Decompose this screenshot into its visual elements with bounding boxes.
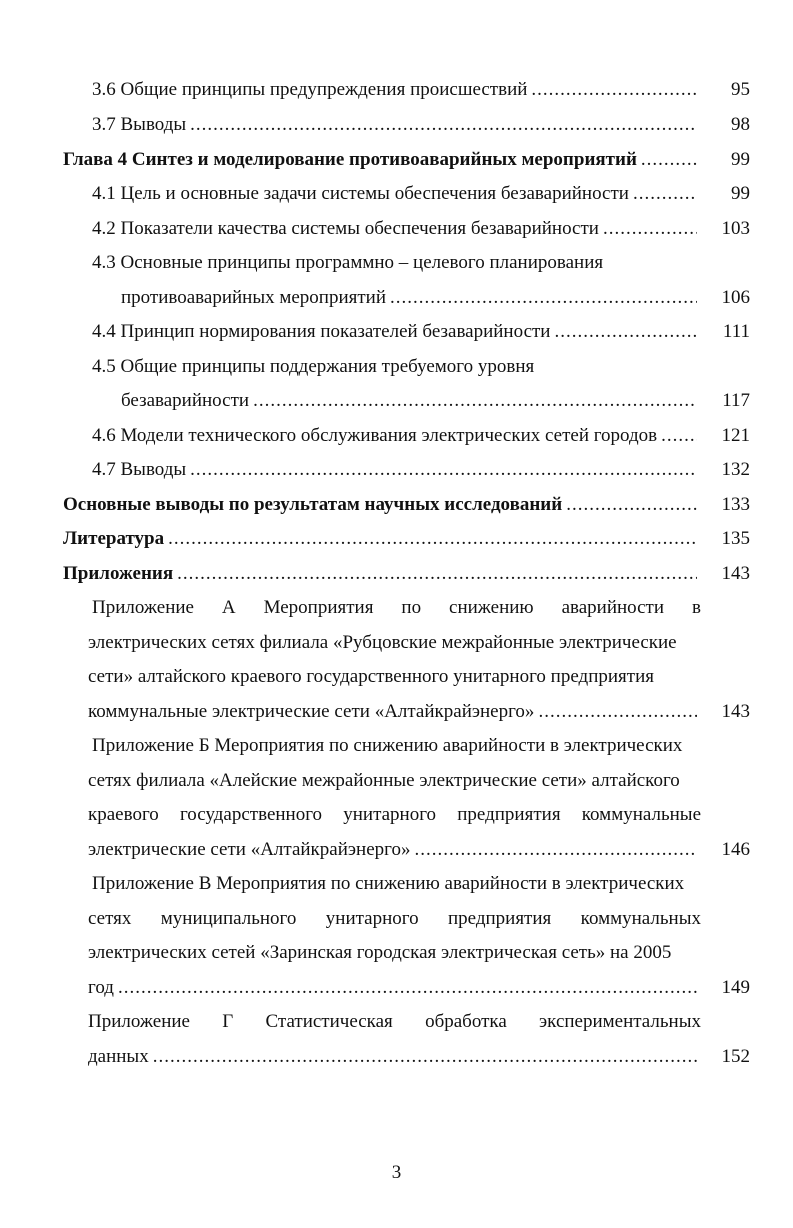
leader-dots	[168, 524, 697, 554]
leader-dots	[661, 421, 697, 451]
toc-entry-title: 4.1 Цель и основные задачи системы обеспечения безаварийности	[92, 183, 629, 204]
word: снижению	[449, 597, 534, 618]
toc-page-number: 143	[721, 701, 750, 722]
toc-entry-title: Глава 4 Синтез и моделирование противоаварийных мероприятий	[63, 149, 637, 170]
toc-entry-3-6	[0, 75, 793, 105]
leader-dots	[414, 835, 697, 865]
toc-page-number: 133	[721, 494, 750, 515]
word: экспериментальных	[539, 1011, 701, 1032]
toc-appendix-v-line4	[0, 973, 793, 1003]
toc-appendices	[0, 559, 793, 589]
toc-entry-title: коммунальные электрические сети «Алтайкрайэнерго»	[88, 701, 535, 722]
toc-appendix-a-line4	[0, 697, 793, 727]
toc-page-number: 95	[731, 79, 750, 100]
toc-entry-4-4	[0, 317, 793, 347]
word: Г	[222, 1011, 234, 1032]
word: Приложение	[88, 1011, 190, 1032]
toc-entry-title: 4.3 Основные принципы программно – целевого планирования	[92, 252, 604, 273]
toc-page-number: 152	[721, 1046, 750, 1067]
word: обработка	[425, 1011, 507, 1032]
toc-page-number: 146	[721, 839, 750, 860]
toc-page-number: 117	[722, 390, 750, 411]
toc-appendix-v-line1	[0, 869, 793, 899]
leader-dots	[190, 455, 697, 485]
toc-appendix-a-line1	[0, 593, 793, 623]
toc-entry-title: 4.2 Показатели качества системы обеспечения безаварийности	[92, 218, 599, 239]
toc-entry-title: электрические сети «Алтайкрайэнерго»	[88, 839, 411, 860]
toc-page-number: 135	[721, 528, 750, 549]
word: в	[691, 597, 701, 618]
word: коммунальные	[581, 804, 701, 825]
toc-entry-4-5-line1	[0, 352, 793, 382]
toc-appendix-v-line2	[0, 904, 793, 934]
toc-page-number: 111	[722, 321, 750, 342]
page-number: 3	[391, 1162, 402, 1183]
toc-entry-title: 3.7 Выводы	[92, 114, 187, 135]
leader-dots	[538, 697, 697, 727]
toc-conclusions	[0, 490, 793, 520]
word: Приложение	[92, 597, 194, 618]
toc-entry-4-1	[0, 179, 793, 209]
toc-entry-4-6	[0, 421, 793, 451]
toc-entry-4-3-line1	[0, 248, 793, 278]
toc-page-number: 132	[721, 459, 750, 480]
toc-page-number: 143	[721, 563, 750, 584]
toc-page-number: 98	[731, 114, 750, 135]
toc-page-number: 149	[721, 977, 750, 998]
word: унитарного	[325, 908, 419, 929]
leader-dots	[531, 75, 697, 105]
toc-entry-4-7	[0, 455, 793, 485]
toc-entry-title: 4.5 Общие принципы поддержания требуемого уровня	[92, 356, 535, 377]
word: предприятия	[457, 804, 561, 825]
leader-dots	[641, 145, 697, 175]
toc-appendix-g-line2	[0, 1042, 793, 1072]
toc-entry-4-3-line2	[0, 283, 793, 313]
leader-dots	[177, 559, 697, 589]
toc-entry-title: безаварийности	[121, 390, 250, 411]
toc-page-number: 121	[721, 425, 750, 446]
toc-entry-title: 4.6 Модели технического обслуживания электрических сетей городов	[92, 425, 658, 446]
word: Статистическая	[265, 1011, 393, 1032]
toc-entry-text: сетях филиала «Алейские межрайонные электрические сети» алтайского	[88, 770, 680, 791]
toc-literature	[0, 524, 793, 554]
toc-appendix-b-line3	[0, 800, 793, 830]
toc-entry-text: сети» алтайского краевого государственного унитарного предприятия	[88, 666, 654, 687]
toc-page-number: 99	[731, 149, 750, 170]
word: коммунальных	[580, 908, 701, 929]
leader-dots	[253, 386, 697, 416]
leader-dots	[190, 110, 697, 140]
word: государственного	[179, 804, 323, 825]
toc-entry-text: электрических сетей «Заринская городская электрическая сеть» на 2005	[88, 942, 672, 963]
word: Мероприятия	[263, 597, 374, 618]
toc-entry-text: электрических сетях филиала «Рубцовские межрайонные электрические	[88, 632, 677, 653]
leader-dots	[633, 179, 697, 209]
toc-entry-3-7	[0, 110, 793, 140]
toc-page-number: 103	[721, 218, 750, 239]
word: предприятия	[447, 908, 552, 929]
toc-appendix-v-line3	[0, 938, 793, 968]
toc-entry-text: Приложение Б Мероприятия по снижению аварийности в электрических	[92, 735, 683, 756]
toc-entry-4-5-line2	[0, 386, 793, 416]
leader-dots	[566, 490, 697, 520]
leader-dots	[118, 973, 697, 1003]
toc-entry-title: противоаварийных мероприятий	[121, 287, 387, 308]
toc-page-number: 106	[721, 287, 750, 308]
toc-appendix-b-line2	[0, 766, 793, 796]
toc-entry-title: Приложения	[63, 563, 174, 584]
toc-entry-title: 3.6 Общие принципы предупреждения происшествий	[92, 79, 528, 100]
toc-entry-title: 4.4 Принцип нормирования показателей безаварийности	[92, 321, 551, 342]
word: муниципального	[160, 908, 297, 929]
word: по	[401, 597, 422, 618]
toc-entry-text: Приложение В Мероприятия по снижению аварийности в электрических	[92, 873, 685, 894]
toc-appendix-b-line4	[0, 835, 793, 865]
toc-entry-title: данных	[88, 1046, 149, 1067]
toc-chapter-4	[0, 145, 793, 175]
toc-appendix-g-line1	[0, 1007, 793, 1037]
toc-entry-title: 4.7 Выводы	[92, 459, 187, 480]
leader-dots	[390, 283, 697, 313]
leader-dots	[603, 214, 697, 244]
toc-appendix-a-line3	[0, 662, 793, 692]
toc-appendix-a-line2	[0, 628, 793, 658]
word: краевого	[88, 804, 159, 825]
word: аварийности	[561, 597, 665, 618]
toc-entry-title: Литература	[63, 528, 165, 549]
toc-entry-title: год	[88, 977, 114, 998]
toc-page-number: 99	[731, 183, 750, 204]
word: сетях	[88, 908, 132, 929]
word: унитарного	[343, 804, 437, 825]
toc-entry-title: Основные выводы по результатам научных исследований	[63, 494, 563, 515]
leader-dots	[554, 317, 697, 347]
toc-entry-4-2	[0, 214, 793, 244]
word: А	[221, 597, 236, 618]
leader-dots	[153, 1042, 697, 1072]
toc-appendix-b-line1	[0, 731, 793, 761]
